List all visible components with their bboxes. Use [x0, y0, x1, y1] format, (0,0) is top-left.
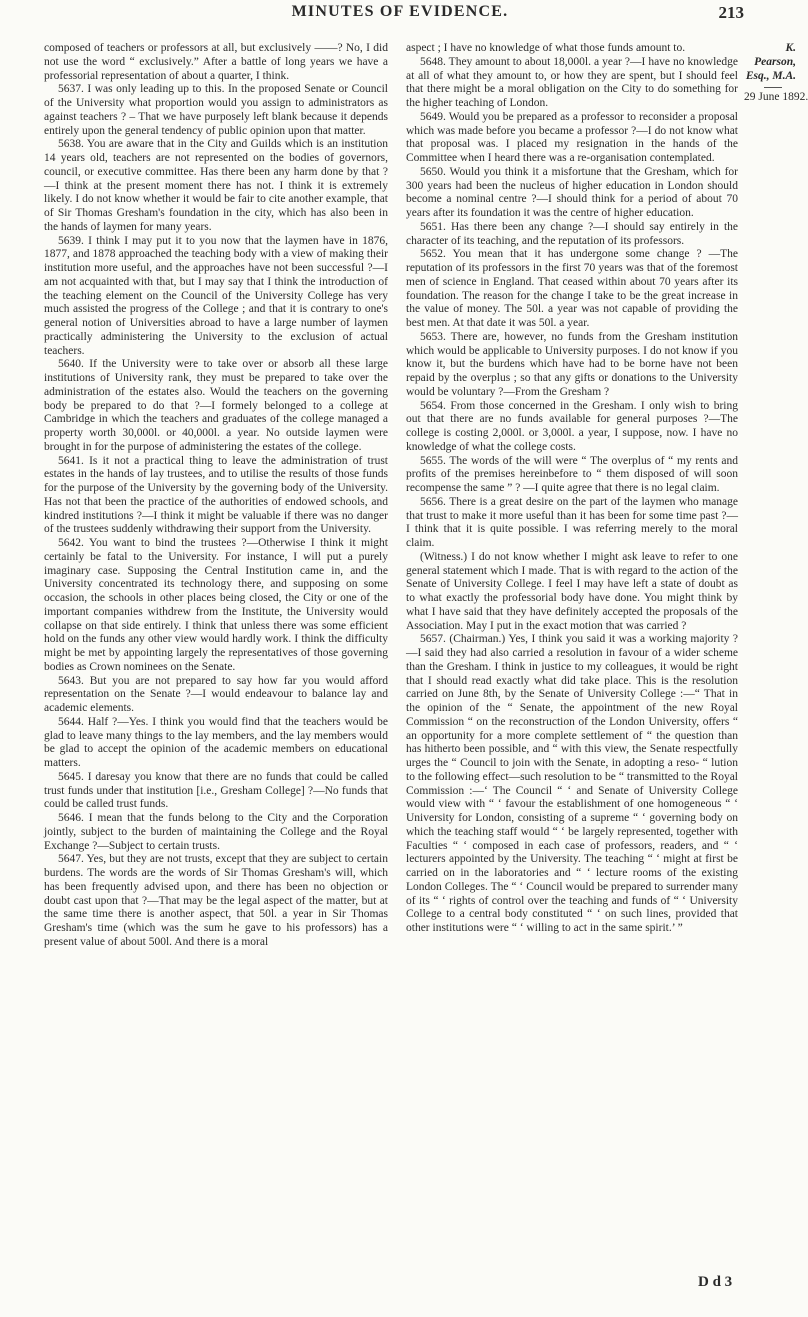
header-title: MINUTES OF EVIDENCE.: [291, 3, 509, 20]
paragraph: 5646. I mean that the funds belong to the City and the Corporation jointly, subject to the burden of maintaining the College and the Royal Exchange ?—Subject to certain trusts.: [44, 812, 388, 852]
paragraph: 5638. You are aware that in the City and Guilds which is an institution 14 years old, teachers are not represented on the bodies of governors, council, or executive committee. Has there been any harm done by that ?—I think at the present moment there has not. I think it is extremely likely. I do not know whether it would be fair to cite another example, that of Sir Thomas Gresham's foundation in the city, which has also been in the hands of laymen for many years.: [44, 138, 388, 233]
paragraph: 5639. I think I may put it to you now that the laymen have in 1876, 1877, and 1878 approached the teaching body with a view of making their institution more useful, and the approaches have not been successful ?—I am not acquainted with that, but I may say that I think the introduction of the teaching element on the Council of the University College has very much assisted the progress of the College ; and that it is contrary to one's general notion of Universities abroad to have a large number of laymen practically administering the University to the exclusion of actual teachers.: [44, 234, 388, 357]
right-column: [406, 42, 738, 936]
paragraph: 5647. Yes, but they are not trusts, except that they are subject to certain burdens. The words are the words of Sir Thomas Gresham's will, which has been frequently advised upon, and there has been no objection or doubt cast upon that ?—That may be the legal aspect of the matter, but at the same time there is another aspect, that 50l. a year in Sir Thomas Gresham's time (which was the sum he gave to his professors) has a present value of about 500l. And there is a moral: [44, 853, 388, 948]
paragraph: 5651. Has there been any change ?—I should say entirely in the character of its teaching, and the reputation of its professors.: [406, 220, 738, 247]
paragraph: 5654. From those concerned in the Gresham. I only wish to bring out that there are no funds available for general purposes ?—The college is costing 2,000l. or 3,000l. a year, I suppose, now. I have no knowledge of what the college costs.: [406, 399, 738, 453]
paragraph: 5645. I daresay you know that there are no funds that could be called trust funds under that institution [i.e., Gresham College] ?—No funds that could be called trust funds.: [44, 770, 388, 811]
witness-title: Esq., M.A.: [745, 69, 796, 82]
signature-mark: D d 3: [698, 1274, 733, 1290]
paragraph: 5656. There is a great desire on the part of the laymen who manage that trust to make it more useful than it has been for some time past ?—I think that it is quite possible. I was referring merely to the moral claim.: [406, 495, 738, 549]
paragraph: 5640. If the University were to take over or absorb all these large institutions of University rank, they must be prepared to take over the administration of the estates also. Would the teachers on the governing body be prepared to do that ?—I formely belonged to a college at Cambridge in which the teachers and graduates of the college managed a property worth 30,000l. or 40,000l. a year. No outside laymen were brought in for the purpose of administering the estates of the college.: [44, 358, 388, 453]
paragraph: 5644. Half ?—Yes. I think you would find that the teachers would be glad to leave many things to the lay members, and the lay members would be glad to accept the opinion of the academic members on educational matters.: [44, 715, 388, 769]
paragraph: 5655. The words of the will were “ The overplus of “ my rents and profits of the premises hereinbefore to “ them disposed of will soon recompense the same ” ? —I quite agree that there is no legal claim.: [406, 454, 738, 494]
running-header: [0, 3, 800, 29]
margin-note: [744, 42, 808, 105]
paragraph: 5657. (Chairman.) Yes, I think you said it was a working majority ?—I said they had also carried a resolution in favour of a wider scheme than the Gresham. I think in justice to my colleagues, it would be right that I should read exactly what did take place. This is the resolution carried on June 8th, by the Senate of University College :—“ That in the opinion of the “ Senate, the appointment of the new Royal Commission “ on the reconstruction of the London University, offers “ an opportunity for a more complete settlement of “ the question than has hitherto been possible, and “ with this view, the Senate respectfully urges the “ Council to join with the Senate, in adopting a reso- “ lution to the following effect—such resolution to be “ transmitted to the Royal Commission :—‘ The Council “ ‘ and Senate of University College would view with “ ‘ favour the establishment of one homogeneous “ ‘ University for London, consisting of a supreme “ ‘ governing body on which the teaching staff would “ ‘ be largely represented, together with Faculties “ ‘ composed in each case of professors, readers, and “ ‘ lecturers appointed by the University. The teaching “ ‘ might at first be carried on in the laboratories and “ ‘ lecture rooms of the existing London Colleges. The “ ‘ Council would be prepared to surrender many of its “ ‘ rights of control over the teaching and funds of “ ‘ University College to a central body constituted “ ‘ on such lines, provided that other institutions were “ ‘ willing to act in the same spirit.’ ”: [406, 633, 738, 934]
paragraph: aspect ; I have no knowledge of what those funds amount to.: [406, 42, 686, 54]
paragraph: composed of teachers or professors at all, but exclusively ——? No, I did not use the word “ exclusively.” After a battle of long years we have a professorial representation of about a quarter, I think.: [44, 42, 388, 82]
paragraph: 5653. There are, however, no funds from the Gresham institution which would be applicable to University purposes. I do not know if you know it, but the burdens which have had to be borne have not been repaid by the overplus ; so that any gifts or donations to the University would be voluntary ?—From the Gresham ?: [406, 330, 738, 398]
witness-name: K. Pearson,: [754, 42, 796, 68]
paragraph: 5650. Would you think it a misfortune that the Gresham, which for 300 years had been the nucleus of higher education in London should become a nominal centre ?—I should think for a period of about 70 years after its foundation it was the centre of higher education.: [406, 165, 738, 219]
paragraph: (Witness.) I do not know whether I might ask leave to refer to one general statement which I made. That is with regard to the action of the Senate of University College. I feel I may have left a state of doubt as to what exactly the professorial body have done. You might think by what I have said that they have definitely accepted the proposals of the Association. May I put in the exact motion that was carried ?: [406, 550, 738, 632]
paragraph: 5643. But you are not prepared to say how far you would afford representation on the Senate ?—I would endeavour to balance lay and academic elements.: [44, 674, 388, 714]
paragraph: 5652. You mean that it has undergone some change ? —The reputation of its professors in the first 70 years was that of the foremost men of science in England. That ceased within about 70 years after its foundation. The reason for the change I take to be the great increase in the value of money. The 50l. a year was not capable of providing the best men. At that date it was 50l. a year.: [406, 248, 738, 329]
hearing-date: 29 June 1892.: [744, 91, 808, 104]
page-number: 213: [718, 3, 744, 22]
left-column: [44, 42, 388, 950]
paragraph: 5649. Would you be prepared as a professor to reconsider a proposal which was made before you became a professor ?—I do not know what that proposal was. I placed my resignation in the hands of the Committee when I heard there was a re-organisation contemplated.: [406, 110, 738, 164]
paragraph: 5637. I was only leading up to this. In the proposed Senate or Council of the University what proportion would you assign to administrators as against teachers ? – That we have purposely left blank because it depends entirely upon the general tendency of public opinion upon that matter.: [44, 83, 388, 137]
paragraph: 5641. Is it not a practical thing to leave the administration of trust estates in the hands of lay trustees, and to utilise the results of those funds for the purpose of the University by the governing body of the University. Has not that been the practice of the authorities of endowed schools, and kindred institutions ?—I think it might be valuable if there was no danger of the trustees suddenly withdrawing their support from the University.: [44, 454, 388, 536]
margin-rule: [764, 87, 782, 88]
paragraph: 5642. You want to bind the trustees ?—Otherwise I think it might certainly be fatal to the University. For instance, I will put a purely imaginary case. Supposing the Central Institution came in, and the University concentrated its technology there, and supposing on some occasion, the schools in other places being closed, the City or one of the important companies withdrew from the Institute, the University would collapse on that side entirely. I think that unless there was some efficient hold on the funds any other view would hardly work. I think the difficulty might be met by appointing largely the representatives of those governing bodies as Crown nominees on the Senate.: [44, 537, 388, 673]
paragraph: 5648. They amount to about 18,000l. a year ?—I have no knowledge at all of what they amount to, or how they are spent, but I should feel that there might be a moral obligation on the City to do something for the higher teaching of London.: [406, 55, 738, 109]
